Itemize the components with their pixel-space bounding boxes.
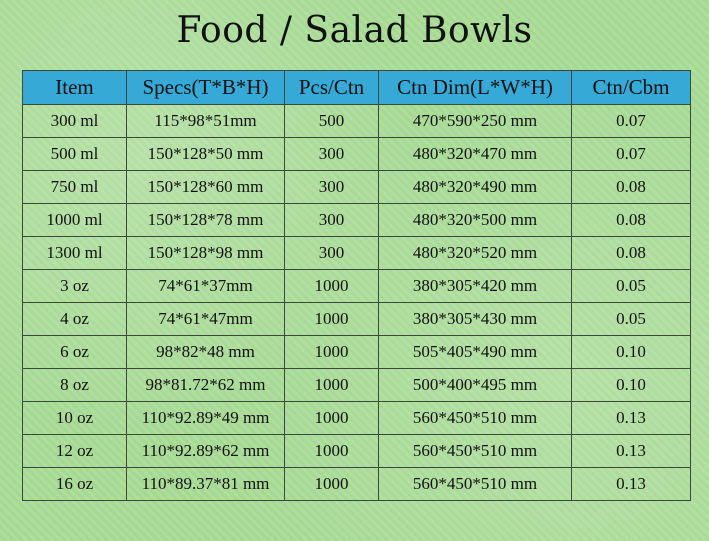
cell-carton-dim: 380*305*420 mm	[379, 270, 572, 303]
cell-item: 12 oz	[23, 435, 127, 468]
cell-cbm: 0.08	[572, 171, 691, 204]
cell-item: 1000 ml	[23, 204, 127, 237]
cell-cbm: 0.07	[572, 138, 691, 171]
cell-item: 1300 ml	[23, 237, 127, 270]
page-title: Food / Salad Bowls	[176, 10, 533, 51]
table-row	[23, 105, 691, 138]
table-row	[23, 204, 691, 237]
header-carton-cbm: Ctn/Cbm	[572, 71, 691, 105]
cell-specs: 98*81.72*62 mm	[127, 369, 285, 402]
cell-item: 10 oz	[23, 402, 127, 435]
product-spec-table	[22, 70, 691, 501]
cell-carton-dim: 380*305*430 mm	[379, 303, 572, 336]
table-row	[23, 270, 691, 303]
cell-specs: 74*61*47mm	[127, 303, 285, 336]
cell-cbm: 0.13	[572, 435, 691, 468]
cell-cbm: 0.05	[572, 270, 691, 303]
cell-item: 16 oz	[23, 468, 127, 501]
cell-specs: 74*61*37mm	[127, 270, 285, 303]
table-row	[23, 303, 691, 336]
table-row	[23, 402, 691, 435]
cell-cbm: 0.05	[572, 303, 691, 336]
cell-specs: 150*128*60 mm	[127, 171, 285, 204]
table-header-row	[23, 71, 691, 105]
cell-carton-dim: 505*405*490 mm	[379, 336, 572, 369]
cell-pcs: 300	[285, 171, 379, 204]
cell-pcs: 300	[285, 204, 379, 237]
cell-pcs: 1000	[285, 435, 379, 468]
table-row	[23, 138, 691, 171]
cell-carton-dim: 560*450*510 mm	[379, 435, 572, 468]
cell-carton-dim: 470*590*250 mm	[379, 105, 572, 138]
cell-carton-dim: 560*450*510 mm	[379, 468, 572, 501]
header-pcs-per-carton: Pcs/Ctn	[285, 71, 379, 105]
cell-cbm: 0.07	[572, 105, 691, 138]
table-row	[23, 336, 691, 369]
cell-cbm: 0.08	[572, 237, 691, 270]
header-specs: Specs(T*B*H)	[127, 71, 285, 105]
cell-cbm: 0.10	[572, 369, 691, 402]
cell-carton-dim: 480*320*470 mm	[379, 138, 572, 171]
cell-item: 8 oz	[23, 369, 127, 402]
cell-pcs: 1000	[285, 303, 379, 336]
cell-item: 6 oz	[23, 336, 127, 369]
cell-pcs: 1000	[285, 369, 379, 402]
cell-item: 4 oz	[23, 303, 127, 336]
header-item: Item	[23, 71, 127, 105]
table-row	[23, 171, 691, 204]
table-row	[23, 237, 691, 270]
header-carton-dimensions: Ctn Dim(L*W*H)	[379, 71, 572, 105]
cell-cbm: 0.13	[572, 468, 691, 501]
table-row	[23, 369, 691, 402]
cell-pcs: 500	[285, 105, 379, 138]
cell-item: 750 ml	[23, 171, 127, 204]
cell-carton-dim: 480*320*500 mm	[379, 204, 572, 237]
cell-pcs: 1000	[285, 402, 379, 435]
cell-item: 3 oz	[23, 270, 127, 303]
cell-pcs: 300	[285, 138, 379, 171]
cell-cbm: 0.10	[572, 336, 691, 369]
cell-cbm: 0.13	[572, 402, 691, 435]
cell-pcs: 1000	[285, 468, 379, 501]
cell-carton-dim: 500*400*495 mm	[379, 369, 572, 402]
cell-specs: 110*92.89*49 mm	[127, 402, 285, 435]
cell-specs: 115*98*51mm	[127, 105, 285, 138]
cell-cbm: 0.08	[572, 204, 691, 237]
cell-carton-dim: 480*320*490 mm	[379, 171, 572, 204]
table-row	[23, 435, 691, 468]
cell-carton-dim: 480*320*520 mm	[379, 237, 572, 270]
cell-pcs: 1000	[285, 270, 379, 303]
cell-specs: 150*128*78 mm	[127, 204, 285, 237]
cell-specs: 110*89.37*81 mm	[127, 468, 285, 501]
cell-specs: 110*92.89*62 mm	[127, 435, 285, 468]
cell-item: 500 ml	[23, 138, 127, 171]
cell-pcs: 1000	[285, 336, 379, 369]
cell-specs: 98*82*48 mm	[127, 336, 285, 369]
cell-item: 300 ml	[23, 105, 127, 138]
cell-specs: 150*128*98 mm	[127, 237, 285, 270]
cell-pcs: 300	[285, 237, 379, 270]
cell-specs: 150*128*50 mm	[127, 138, 285, 171]
table-row	[23, 468, 691, 501]
cell-carton-dim: 560*450*510 mm	[379, 402, 572, 435]
